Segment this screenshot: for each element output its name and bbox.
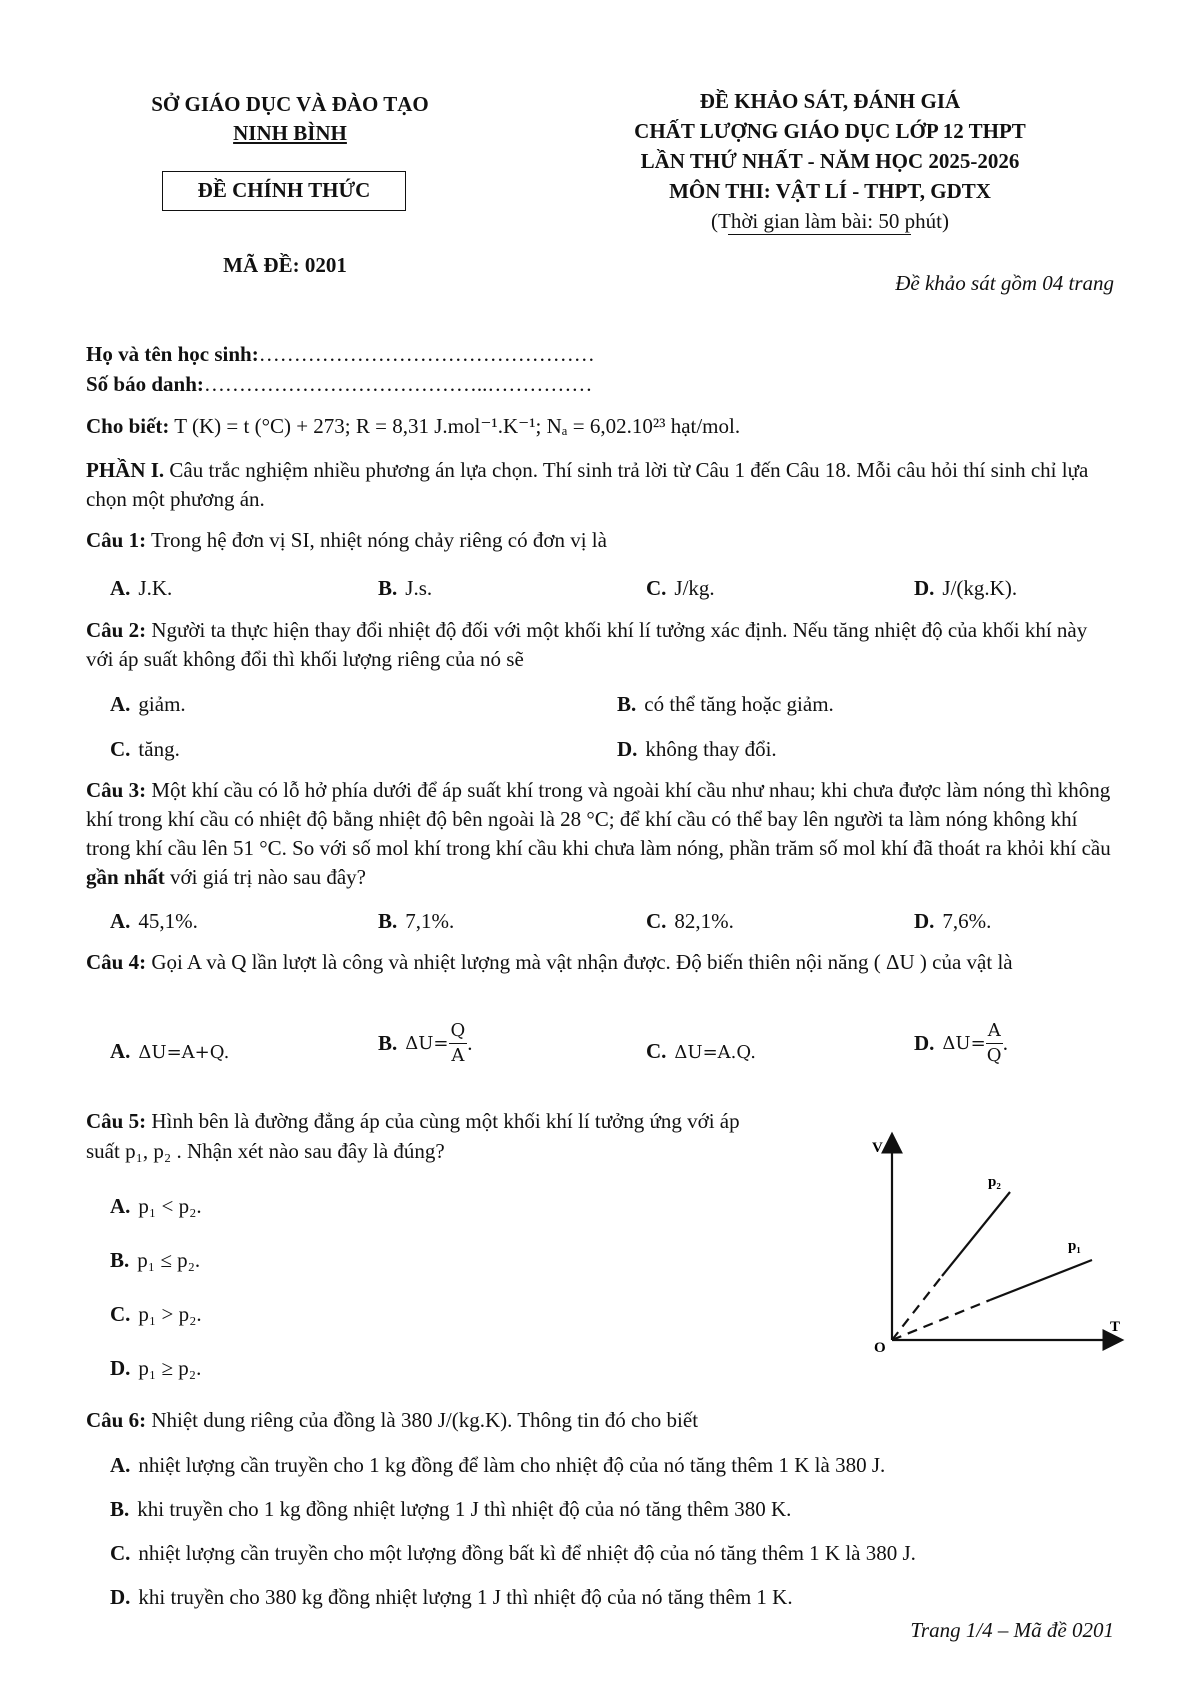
question-5 <box>86 1109 740 1134</box>
question-6 <box>86 1408 698 1433</box>
given-label: Cho biết: <box>86 414 170 438</box>
q4-b-fraction: $\frac{Q}{A}$ <box>450 1020 466 1066</box>
official-badge: ĐỀ CHÍNH THỨC <box>162 171 406 211</box>
q6-option-b[interactable]: B. khi truyền cho 1 kg đồng nhiệt lượng 1 J thì nhiệt độ của nó tăng thêm 380 K. <box>110 1497 792 1521</box>
exam-code: MÃ ĐỀ: 0201 <box>223 253 347 277</box>
province-name: NINH BÌNH <box>233 121 347 145</box>
q2-text: Người ta thực hiện thay đổi nhiệt độ đối với một khối khí lí tưởng xác định. Nếu tăng nhiệt độ của khối khí này với áp suất không đổi thì khối lượng riêng của nó sẽ <box>86 618 1088 671</box>
part1-label: PHẦN I. <box>86 458 165 482</box>
part1-intro <box>86 456 1116 514</box>
question-3 <box>86 776 1116 892</box>
q5-label: Câu 5: <box>86 1109 147 1133</box>
given-constants <box>86 414 740 439</box>
q3-text: Một khí cầu có lỗ hở phía dưới để áp suất khí trong và ngoài khí cầu như nhau; khi chưa được làm nóng thì không khí trong khí cầu có nhiệt độ bằng nhiệt độ bên ngoài là 28 °C; để khí cầu có thể bay lên người ta làm nóng không khí trong khí cầu lên 51 °C. So với số mol khí trong khí cầu khi chưa làm nóng, phần trăm số mol khí đã thoát ra khỏi khí cầu <box>86 778 1111 860</box>
q1-option-c[interactable]: C. J/kg. <box>646 576 715 600</box>
exam-title-3: LẦN THỨ NHẤT - NĂM HỌC 2025-2026 <box>640 149 1020 173</box>
q1-text: Trong hệ đơn vị SI, nhiệt nóng chảy riêng có đơn vị là <box>150 528 607 552</box>
origin-label: O <box>874 1340 886 1354</box>
question-4 <box>86 948 1116 977</box>
q2-option-d[interactable]: D. không thay đổi. <box>617 737 777 761</box>
exam-subject: MÔN THI: VẬT LÍ - THPT, GDTX <box>669 179 991 203</box>
q5-option-a[interactable]: A. p₁ < p₂. <box>110 1194 202 1218</box>
exam-title-2: CHẤT LƯỢNG GIÁO DỤC LỚP 12 THPT <box>634 119 1026 143</box>
q6-text: Nhiệt dung riêng của đồng là 380 J/(kg.K). Thông tin đó cho biết <box>151 1408 699 1432</box>
q4-label: Câu 4: <box>86 950 147 974</box>
q6-option-c[interactable]: C. nhiệt lượng cần truyền cho một lượng đồng bất kì để nhiệt độ của nó tăng thêm 1 K là 380 J. <box>110 1541 916 1565</box>
exam-time: (Thời gian làm bài: 50 phút) <box>711 209 949 233</box>
question-1 <box>86 526 1116 555</box>
q1-option-a[interactable]: A. J.K. <box>110 576 173 600</box>
isobar-graph <box>860 1128 1130 1354</box>
q6-option-d[interactable]: D. khi truyền cho 380 kg đồng nhiệt lượng 1 J thì nhiệt độ của nó tăng thêm 1 K. <box>110 1585 793 1609</box>
q4-d-fraction: $\frac{A}{Q}$ <box>986 1020 1002 1066</box>
q5-text-2: suất p₁, p₂ . Nhận xét nào sau đây là đúng? <box>86 1139 445 1163</box>
q4-option-c[interactable]: C. ΔU=A.Q. <box>646 1039 756 1063</box>
q3-text-end: với giá trị nào sau đây? <box>170 865 366 889</box>
department-name: SỞ GIÁO DỤC VÀ ĐÀO TẠO <box>151 92 429 116</box>
title-underline <box>728 234 911 235</box>
q6-label: Câu 6: <box>86 1408 147 1432</box>
p1-line <box>990 1260 1092 1300</box>
q2-option-c[interactable]: C. tăng. <box>110 737 180 761</box>
page-footer: Trang 1/4 – Mã đề 0201 <box>910 1618 1114 1642</box>
q2-option-b[interactable]: B. có thể tăng hoặc giảm. <box>617 692 834 716</box>
q5-option-b[interactable]: B. p₁ ≤ p₂. <box>110 1248 201 1272</box>
student-name-label: Họ và tên học sinh: <box>86 342 259 366</box>
q4-option-a[interactable]: A. ΔU=A+Q. <box>110 1039 230 1063</box>
p1-label: p₁ <box>1068 1238 1081 1254</box>
q5-option-d[interactable]: D. p₁ ≥ p₂. <box>110 1356 202 1380</box>
given-text: T (K) = t (°C) + 273; R = 8,31 J.mol⁻¹.K⁻¹; Nₐ = 6,02.10²³ hạt/mol. <box>174 414 741 438</box>
q4-text: Gọi A và Q lần lượt là công và nhiệt lượng mà vật nhận được. Độ biến thiên nội năng ( ΔU ) của vật là <box>151 950 1013 974</box>
student-id-dots: …………………………………..…………… <box>203 372 593 396</box>
header-left <box>110 90 470 148</box>
q1-option-d[interactable]: D. J/(kg.K). <box>914 576 1018 600</box>
student-id-line <box>86 372 592 397</box>
question-2 <box>86 616 1116 674</box>
q1-option-b[interactable]: B. J.s. <box>378 576 433 600</box>
student-name-dots: ………………………………………… <box>258 342 595 366</box>
q3-option-a[interactable]: A. 45,1%. <box>110 909 198 933</box>
t-axis-label: T <box>1110 1319 1121 1335</box>
header-right <box>560 86 1100 236</box>
q2-option-a[interactable]: A. giảm. <box>110 692 186 716</box>
q3-emphasis: gần nhất <box>86 865 165 889</box>
q3-option-d[interactable]: D. 7,6%. <box>914 909 992 933</box>
student-id-label: Số báo danh: <box>86 372 204 396</box>
q1-label: Câu 1: <box>86 528 147 552</box>
q3-label: Câu 3: <box>86 778 147 802</box>
exam-title-1: ĐỀ KHẢO SÁT, ĐÁNH GIÁ <box>699 89 961 113</box>
q3-option-b[interactable]: B. 7,1%. <box>378 909 455 933</box>
q3-option-c[interactable]: C. 82,1%. <box>646 909 734 933</box>
q6-option-a[interactable]: A. nhiệt lượng cần truyền cho 1 kg đồng để làm cho nhiệt độ của nó tăng thêm 1 K là 380 J. <box>110 1453 886 1477</box>
question-5-cont <box>86 1139 445 1164</box>
q4-option-b[interactable]: B. ΔU= $\frac{Q}{A}$ . <box>378 1020 473 1066</box>
student-name-line <box>86 342 595 367</box>
part1-text: Câu trắc nghiệm nhiều phương án lựa chọn. Thí sinh trả lời từ Câu 1 đến Câu 18. Mỗi câu hỏi thí sinh chỉ lựa chọn một phương án. <box>86 458 1089 511</box>
page-count: Đề khảo sát gồm 04 trang <box>895 271 1114 295</box>
p2-label: p₂ <box>988 1174 1001 1190</box>
q4-option-d[interactable]: D. ΔU= $\frac{A}{Q}$ . <box>914 1020 1008 1066</box>
p2-line <box>942 1192 1010 1276</box>
q5-text: Hình bên là đường đẳng áp của cùng một khối khí lí tưởng ứng với áp <box>151 1109 740 1133</box>
q5-option-c[interactable]: C. p₁ > p₂. <box>110 1302 202 1326</box>
q2-label: Câu 2: <box>86 618 147 642</box>
v-axis-label: V <box>872 1140 883 1156</box>
